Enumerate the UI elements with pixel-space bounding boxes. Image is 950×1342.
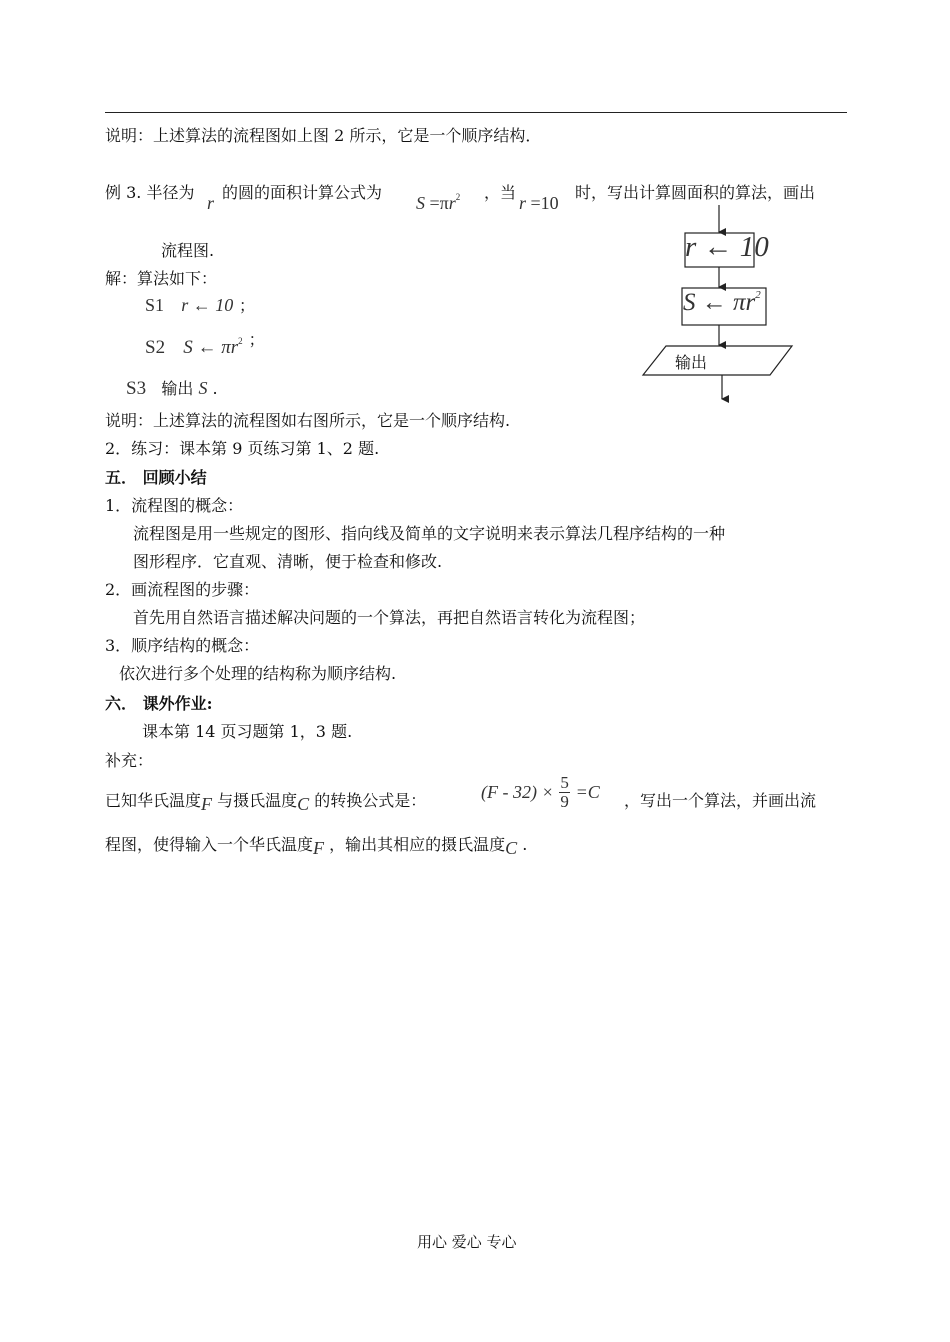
frac-num: 5 (560, 773, 569, 792)
summary-item-3-title: 3．顺序结构的概念： (105, 636, 260, 655)
supp-l2-var-F: F (313, 838, 325, 858)
flow-box2-expr: S ← πr (683, 289, 756, 316)
supp-l1-a: 已知华氏温度 (105, 791, 202, 810)
supp-l1-c: 的转换公式是： (314, 791, 427, 810)
supp-l2-a: 程图，使得输入一个华氏温度 (105, 835, 314, 854)
s1-label: S1 (145, 295, 165, 315)
flow-box1-label: r ← 10 (685, 231, 769, 263)
practice-line: 2．练习：课本第 9 页练习第 1、2 题. (105, 439, 380, 458)
page-footer: 用心 爱心 专心 (417, 1233, 517, 1251)
condition (519, 193, 559, 214)
formula-left: (F - 32) × (481, 782, 554, 802)
formula-eq: =π (425, 193, 449, 213)
s3-label: S3 (126, 378, 147, 399)
example-3-prefix: 例 3. 半径为 (105, 183, 195, 202)
step-s1 (145, 293, 255, 316)
flow-box2-label (683, 288, 761, 322)
area-formula (416, 193, 460, 214)
s1-end: ； (238, 296, 255, 315)
note-sequential-structure: 说明：上述算法的流程图如上图 2 所示，它是一个顺序结构． (105, 126, 542, 145)
formula-r: r (448, 193, 456, 213)
summary-item-3-text: 依次进行多个处理的结构称为顺序结构. (119, 664, 397, 683)
s2-expr: S ← πr (183, 337, 239, 358)
supp-l1-b: 与摄氏温度 (217, 791, 298, 810)
section-5-title: 五． 回顾小结 (105, 468, 207, 487)
s2-label: S2 (145, 337, 166, 358)
supplement-line-2 (105, 832, 528, 858)
s3-var: S (198, 378, 208, 398)
solution-label: 解：算法如下： (105, 269, 218, 288)
formula-S: S (416, 193, 425, 213)
example-3-mid1: 的圆的面积计算公式为 (222, 183, 383, 202)
supp-l1-d: ，写出一个算法，并画出流 (624, 791, 817, 810)
summary-item-1-title: 1．流程图的概念： (105, 496, 244, 515)
example-3-line2: 流程图. (161, 241, 215, 260)
section-6-title: 六． 课外作业: (105, 694, 213, 713)
flow-output-label: 输出 (675, 353, 708, 372)
s3-end: . (212, 379, 218, 398)
var-r: r (207, 193, 215, 213)
step-s2 (145, 330, 265, 359)
homework-text: 课本第 14 页习题第 1，3 题. (142, 722, 353, 741)
note-right-figure: 说明：上述算法的流程图如右图所示，它是一个顺序结构. (105, 411, 511, 430)
fraction-5-9 (559, 774, 570, 811)
s3-text: 输出 (161, 379, 194, 398)
summary-item-1-text-2: 图形程序．它直观、清晰，便于检查和修改. (133, 552, 443, 571)
example-3-mid2: ，当 (484, 183, 517, 202)
example-3-suffix: 时，写出计算圆面积的算法，画出 (575, 183, 816, 202)
supp-l2-b: ，输出其相应的摄氏温度 (329, 835, 506, 854)
supplement-label: 补充： (105, 751, 154, 770)
supplement-line-1 (105, 788, 427, 814)
supp-l2-c: . (522, 835, 528, 854)
conversion-formula (481, 774, 600, 811)
supp-var-C: C (297, 794, 310, 814)
cond-r: r (519, 193, 527, 213)
frac-den: 9 (560, 792, 569, 811)
supp-l2-var-C: C (505, 838, 518, 858)
s2-end: ； (248, 330, 265, 349)
formula-exp: 2 (455, 192, 461, 202)
summary-item-2-text: 首先用自然语言描述解决问题的一个算法，再把自然语言转化为流程图； (133, 608, 646, 627)
header-rule (105, 112, 847, 113)
summary-item-2-title: 2．画流程图的步骤： (105, 580, 260, 599)
supp-var-F: F (201, 794, 213, 814)
step-s3 (126, 376, 218, 400)
summary-item-1-text-1: 流程图是用一些规定的图形、指向线及简单的文字说明来表示算法几程序结构的一种 (133, 524, 726, 543)
formula-right: =C (575, 782, 600, 802)
flow-output-parallelogram (643, 346, 792, 375)
s1-expr: r ← 10 (181, 295, 234, 315)
s2-exp: 2 (238, 336, 243, 346)
flow-box2-exp: 2 (755, 289, 761, 301)
cond-eq: =10 (526, 193, 559, 213)
